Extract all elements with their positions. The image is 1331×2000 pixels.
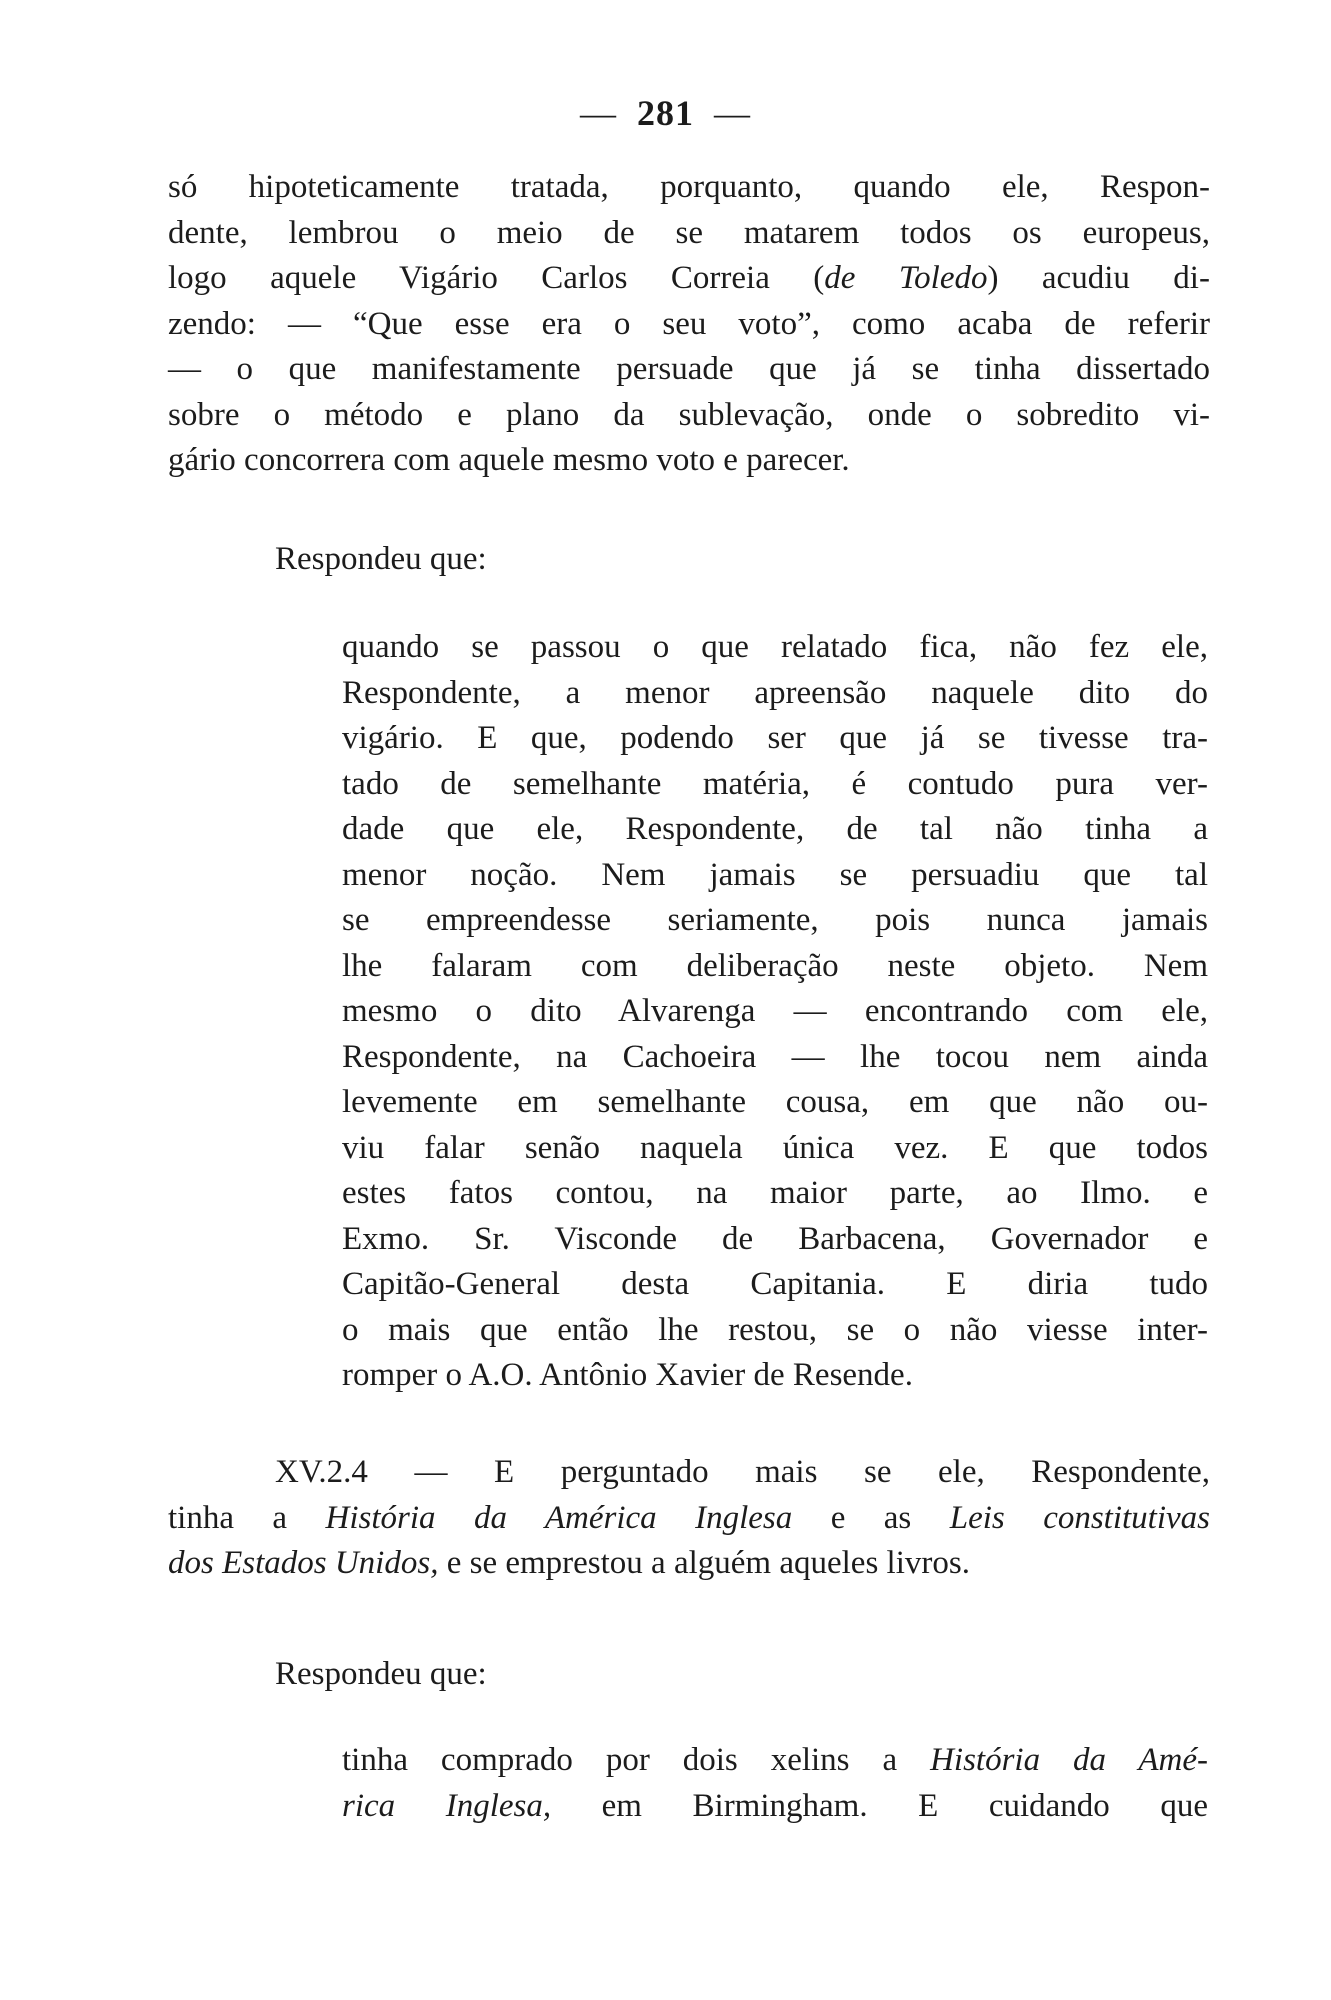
answer-1-line: viu falar senão naquela única vez. E que todos (342, 1129, 1208, 1166)
paragraph-2-line-1: XV.2.4 — E perguntado mais se ele, Respondente, (275, 1454, 1210, 1490)
answer-1-line: vigário. E que, podendo ser que já se tivesse tra- (342, 720, 1208, 756)
answer-2-line-1 (342, 1738, 1208, 1784)
paragraph-2-book-title-2-cont: dos Estados Unidos, (168, 1545, 439, 1581)
paragraph-2-line-3-suffix: e se emprestou a alguém aqueles livros. (446, 1545, 970, 1581)
answer-1-line: Respondente, na Cachoeira — lhe tocou nem ainda (342, 1038, 1208, 1075)
answer-1-line: se empreendesse seriamente, pois nunca jamais (342, 902, 1208, 938)
answer-1-line: Respondente, a menor apreensão naquele dito do (342, 674, 1208, 711)
respondeu-heading-2: Respondeu que: (275, 1656, 487, 1692)
paragraph-2-line-2-mid: e as (830, 1499, 912, 1536)
answer-1 (342, 625, 1208, 1399)
answer-2-line-2-suffix: em Birmingham. E cuidando que (601, 1787, 1208, 1824)
answer-1-line: Capitão-General desta Capitania. E diria tudo (342, 1266, 1208, 1302)
paragraph-1-line: só hipoteticamente tratada, porquanto, quando ele, Respon- (168, 169, 1210, 205)
paragraph-1-line: logo aquele Vigário Carlos Correia (de Toledo) acudiu di- (168, 260, 1210, 296)
answer-1-line: levemente em semelhante cousa, em que não ou- (342, 1084, 1208, 1120)
answer-1-line: tado de semelhante matéria, é contudo pura ver- (342, 765, 1208, 802)
answer-1-line: Exmo. Sr. Visconde de Barbacena, Governador e (342, 1220, 1208, 1257)
paragraph-1-line-3-suffix: acudiu di- (1041, 260, 1210, 296)
paragraph-2-line-2 (168, 1496, 1210, 1542)
answer-1-line: o mais que então lhe restou, se o não viesse inter- (342, 1311, 1208, 1348)
paragraph-1-line: gário concorrera com aquele mesmo voto e parecer. (168, 442, 850, 478)
answer-2-line-1-prefix: tinha comprado por dois xelins a (342, 1742, 898, 1778)
answer-2-book-title: História da Amé- (930, 1742, 1208, 1778)
paragraph-2-book-title-2: Leis constitutivas (949, 1499, 1211, 1536)
answer-1-line: mesmo o dito Alvarenga — encontrando com ele, (342, 993, 1208, 1029)
paragraph-1 (168, 165, 1210, 484)
paragraph-1-line: dente, lembrou o meio de se matarem todos os europeus, (168, 214, 1210, 251)
paragraph-1-line-3-italic: de Toledo (824, 260, 988, 296)
answer-2-line-2 (342, 1784, 1208, 1830)
answer-1-line: dade que ele, Respondente, de tal não tinha a (342, 811, 1208, 847)
answer-2-book-title-cont: rica Inglesa, (342, 1787, 552, 1824)
answer-2 (342, 1738, 1208, 1829)
page-number-value: 281 (637, 93, 694, 133)
paragraph-2 (168, 1450, 1210, 1587)
answer-1-line: lhe falaram com deliberação neste objeto. Nem (342, 947, 1208, 984)
paragraph-1-line: — o que manifestamente persuade que já se tinha dissertado (168, 351, 1210, 387)
paragraph-2-line-3 (168, 1541, 1210, 1587)
paragraph-2-book-title-1: História da América Inglesa (325, 1499, 793, 1536)
answer-1-line: estes fatos contou, na maior parte, ao Ilmo. e (342, 1175, 1208, 1211)
answer-1-line: quando se passou o que relatado fica, não fez ele, (342, 629, 1208, 665)
respondeu-heading-1: Respondeu que: (275, 541, 487, 577)
paragraph-2-line-2-prefix: tinha a (168, 1499, 288, 1536)
paragraph-1-line-3-text: logo aquele Vigário Carlos Correia (168, 260, 770, 296)
page-number (0, 92, 1331, 134)
answer-1-line: menor noção. Nem jamais se persuadiu que tal (342, 856, 1208, 893)
answer-1-line: romper o A.O. Antônio Xavier de Resende. (342, 1357, 913, 1393)
paragraph-1-line: zendo: — “Que esse era o seu voto”, como acaba de referir (168, 305, 1210, 342)
page-number-dash-left: — (580, 93, 617, 133)
page-number-dash-right: — (714, 93, 751, 133)
paragraph-1-line: sobre o método e plano da sublevação, onde o sobredito vi- (168, 396, 1210, 433)
